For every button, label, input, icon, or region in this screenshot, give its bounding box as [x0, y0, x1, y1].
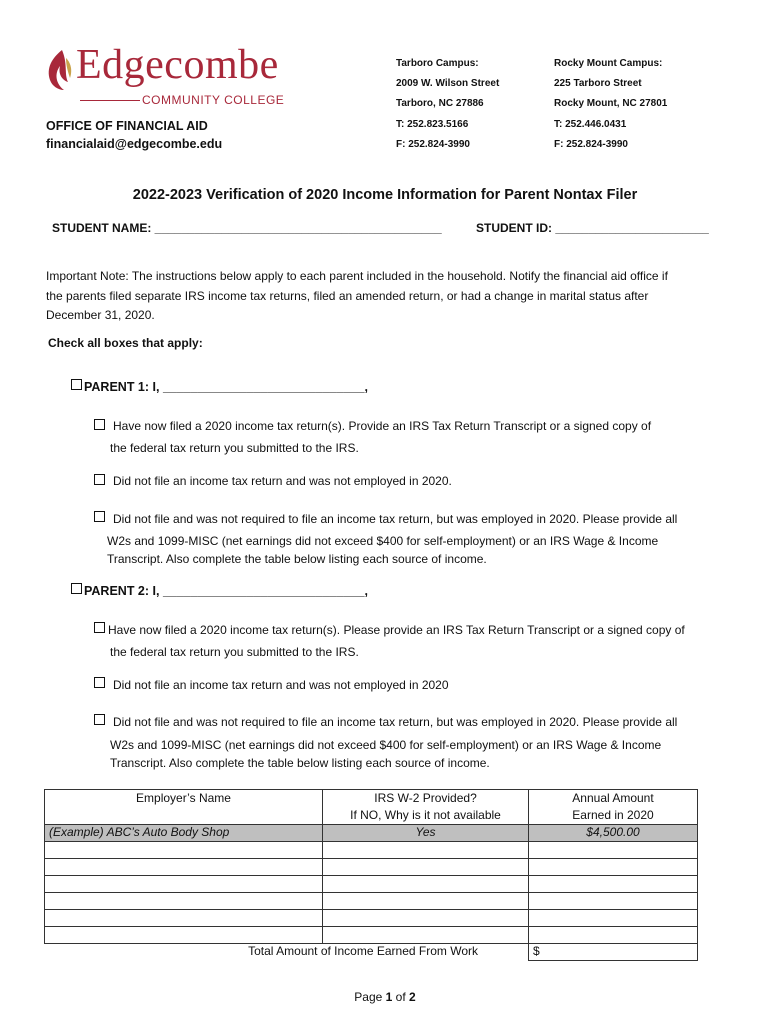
- office-title: OFFICE OF FINANCIAL AID: [46, 119, 208, 133]
- amount-header-line: Annual Amount: [572, 791, 654, 805]
- parent1-name-field[interactable]: PARENT 1: I, _____________________________,: [84, 380, 369, 394]
- student-id-field[interactable]: STUDENT ID: _______________________: [476, 221, 709, 235]
- college-logo-subtitle: COMMUNITY COLLEGE: [142, 93, 285, 107]
- amount-cell[interactable]: [529, 893, 698, 910]
- parent2-employed-label-cont: W2s and 1099-MISC (net earnings did not exceed $400 for self-employment) or an IRS Wage & Income: [110, 738, 662, 752]
- parent1-filed-checkbox[interactable]: [94, 419, 105, 430]
- w2-header-line: IRS W-2 Provided?: [374, 791, 477, 805]
- office-email[interactable]: financialaid@edgecombe.edu: [46, 137, 223, 151]
- tarboro-address: 2009 W. Wilson Street: [396, 78, 500, 89]
- parent1-not-filed-not-employed-label: Did not file an income tax return and was not employed in 2020.: [113, 474, 452, 488]
- income-table: [44, 789, 698, 961]
- parent2-employed-label-cont: Transcript. Also complete the table below listing each source of income.: [110, 756, 490, 770]
- w2-cell[interactable]: [323, 876, 529, 893]
- parent2-checkbox[interactable]: [71, 583, 82, 594]
- amount-cell[interactable]: [529, 927, 698, 944]
- parent2-filed-label-cont: the federal tax return you submitted to the IRS.: [110, 645, 359, 659]
- parent2-not-filed-not-employed-checkbox[interactable]: [94, 677, 105, 688]
- parent1-employed-not-required-checkbox[interactable]: [94, 511, 105, 522]
- employer-cell[interactable]: [45, 927, 323, 944]
- tarboro-city: Tarboro, NC 27886: [396, 98, 484, 109]
- table-row[interactable]: [45, 893, 698, 910]
- tarboro-fax: F: 252.824-3990: [396, 139, 470, 150]
- parent1-filed-label: Have now filed a 2020 income tax return(s). Provide an IRS Tax Return Transcript or a signed copy of: [113, 419, 652, 433]
- important-note: [46, 267, 726, 326]
- tarboro-campus-heading: Tarboro Campus:: [396, 58, 479, 69]
- employer-cell[interactable]: [45, 842, 323, 859]
- table-row-example: [45, 825, 698, 842]
- table-row[interactable]: [45, 842, 698, 859]
- college-logo-name: Edgecombe: [76, 42, 279, 88]
- amount-cell[interactable]: [529, 876, 698, 893]
- parent2-employed-not-required-checkbox[interactable]: [94, 714, 105, 725]
- parent1-not-filed-not-employed-checkbox[interactable]: [94, 474, 105, 485]
- parent2-employed-label: Did not file and was not required to file an income tax return, but was employed in 2020. Please provide all: [113, 715, 678, 729]
- w2-cell[interactable]: [323, 927, 529, 944]
- example-amount: $4,500.00: [529, 825, 698, 842]
- employer-cell[interactable]: [45, 910, 323, 927]
- rocky-mount-address: 225 Tarboro Street: [554, 78, 642, 89]
- table-row[interactable]: [45, 859, 698, 876]
- note-line: December 31, 2020.: [46, 308, 155, 322]
- student-name-field[interactable]: STUDENT NAME: ___________________________________________: [52, 221, 442, 235]
- amount-cell[interactable]: [529, 910, 698, 927]
- w2-cell[interactable]: [323, 859, 529, 876]
- page-number: [0, 990, 770, 1004]
- logo-divider: [80, 100, 140, 101]
- employer-cell[interactable]: [45, 876, 323, 893]
- table-total-row: [45, 944, 698, 961]
- table-row[interactable]: [45, 927, 698, 944]
- parent1-employed-label-cont: Transcript. Also complete the table below listing each source of income.: [107, 552, 487, 566]
- w2-header-line: If NO, Why is it not available: [350, 808, 501, 822]
- check-all-instruction: Check all boxes that apply:: [48, 336, 203, 350]
- rocky-mount-campus-heading: Rocky Mount Campus:: [554, 58, 663, 69]
- employer-cell[interactable]: [45, 893, 323, 910]
- employer-cell[interactable]: [45, 859, 323, 876]
- page-prefix: Page: [354, 990, 386, 1004]
- parent1-filed-label-cont: the federal tax return you submitted to the IRS.: [110, 441, 359, 455]
- parent2-filed-checkbox[interactable]: [94, 622, 105, 633]
- table-row[interactable]: [45, 876, 698, 893]
- college-logo-flame-icon: [44, 48, 74, 92]
- note-line: Important Note: The instructions below apply to each parent included in the household. Notify the financial aid office if: [46, 269, 668, 283]
- rocky-mount-city: Rocky Mount, NC 27801: [554, 98, 668, 109]
- total-amount-cell[interactable]: $: [529, 944, 698, 961]
- parent2-filed-label: Have now filed a 2020 income tax return(s). Please provide an IRS Tax Return Transcript or a signed copy of: [108, 623, 685, 637]
- rocky-mount-fax: F: 252.824-3990: [554, 139, 628, 150]
- parent1-checkbox[interactable]: [71, 379, 82, 390]
- table-row[interactable]: [45, 910, 698, 927]
- annual-amount-header: [529, 790, 698, 825]
- example-employer: (Example) ABC’s Auto Body Shop: [45, 825, 323, 842]
- amount-cell[interactable]: [529, 859, 698, 876]
- tarboro-phone: T: 252.823.5166: [396, 119, 469, 130]
- page-current: 1: [385, 990, 393, 1004]
- rocky-mount-phone: T: 252.446.0431: [554, 119, 627, 130]
- parent2-not-filed-not-employed-label: Did not file an income tax return and was not employed in 2020: [113, 678, 449, 692]
- page-mid: of: [392, 990, 410, 1004]
- page-total: 2: [409, 990, 416, 1004]
- total-label: Total Amount of Income Earned From Work: [45, 944, 529, 961]
- w2-provided-header: [323, 790, 529, 825]
- parent2-name-field[interactable]: PARENT 2: I, _____________________________,: [84, 584, 369, 598]
- w2-cell[interactable]: [323, 842, 529, 859]
- employer-name-header: Employer’s Name: [45, 790, 323, 825]
- example-w2: Yes: [323, 825, 529, 842]
- table-header-row: [45, 790, 698, 825]
- form-title: 2022-2023 Verification of 2020 Income Information for Parent Nontax Filer: [132, 187, 638, 203]
- amount-header-line: Earned in 2020: [572, 808, 654, 822]
- w2-cell[interactable]: [323, 893, 529, 910]
- amount-cell[interactable]: [529, 842, 698, 859]
- parent1-employed-label-cont: W2s and 1099-MISC (net earnings did not exceed $400 for self-employment) or an IRS Wage & Income: [107, 534, 659, 548]
- w2-cell[interactable]: [323, 910, 529, 927]
- parent1-employed-label: Did not file and was not required to file an income tax return, but was employed in 2020. Please provide all: [113, 512, 678, 526]
- note-line: the parents filed separate IRS income tax returns, filed an amended return, or had a change in marital status after: [46, 288, 649, 303]
